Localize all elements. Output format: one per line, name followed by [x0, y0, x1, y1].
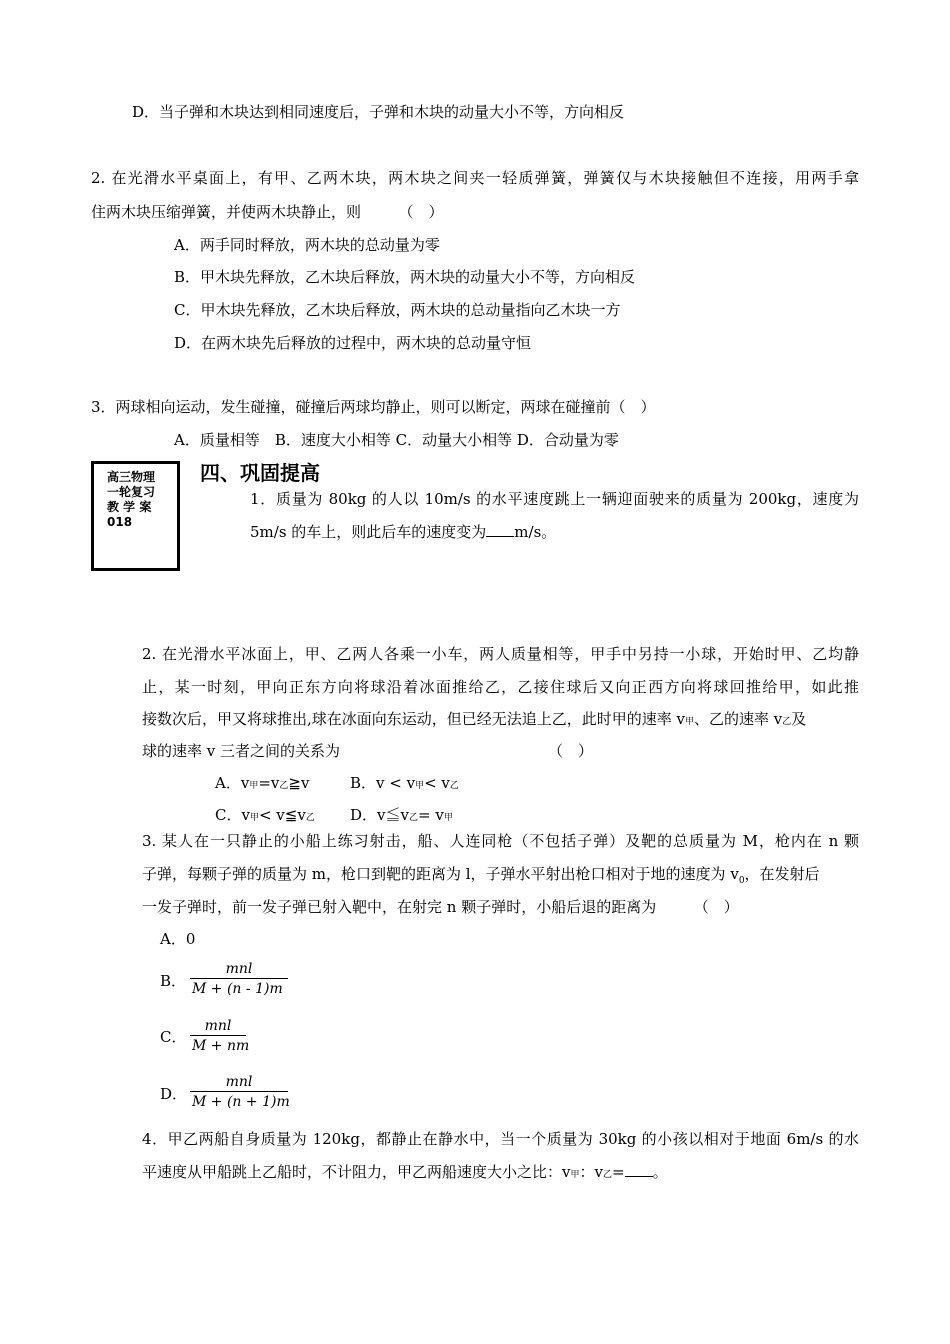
- opt-sub: 乙: [408, 813, 418, 823]
- course-label-line4: 018: [107, 515, 133, 529]
- opt-sub: 乙: [279, 781, 289, 791]
- q2-option-d: D．在两木块先后释放的过程中，两木块的总动量守恒: [174, 334, 532, 352]
- opt-text: B．v < v: [350, 774, 416, 792]
- p4-answer-blank[interactable]: [625, 1162, 653, 1177]
- p1-stem-line1: 1．质量为 80kg 的人以 10m/s 的水平速度跳上一辆迎面驶来的质量为 200kg，速度为: [250, 490, 859, 508]
- opt-sub: 乙: [305, 813, 315, 823]
- p4-text: =: [612, 1163, 625, 1181]
- p3-stem-line3: 一发子弹时，前一发子弹已射入靶中，在射完 n 颗子弹时，小船后退的距离为 （ ）: [142, 898, 739, 916]
- option-d-text: D．当子弹和木块达到相同速度后，子弹和木块的动量大小不等，方向相反: [132, 103, 625, 121]
- opt-text: C．v: [215, 806, 250, 824]
- fraction-denominator: M + nm: [192, 1038, 250, 1054]
- opt-sub: 乙: [449, 781, 459, 791]
- p4-text: ：v: [579, 1163, 603, 1181]
- p2-option-b: [350, 773, 459, 796]
- p3-option-a: A．0: [160, 930, 196, 948]
- p3-stem-line1: 3. 某人在一只静止的小船上练习射击，船、人连同枪（不包括子弹）及靶的总质量为 M，枪内在 n 颗: [142, 832, 859, 850]
- q2-option-b: B．甲木块先释放，乙木块后释放，两木块的动量大小不等，方向相反: [174, 268, 636, 286]
- p3-text: ，在发射后: [744, 865, 820, 883]
- p2-stem-line3: [142, 709, 806, 732]
- p1-text: 5m/s 的车上，则此后车的速度变为: [250, 523, 487, 541]
- p2-option-d: [350, 805, 453, 828]
- opt-text: = v: [418, 806, 444, 824]
- p3-text: 子弹，每颗子弹的质量为 m，枪口到靶的距离为 l，子弹水平射出枪口相对于地的速度为 v: [142, 865, 739, 883]
- p4-text: 平速度从甲船跳上乙船时，不计阻力，甲乙两船速度大小之比：v: [142, 1163, 571, 1181]
- course-label-line1: 高三物理: [107, 470, 156, 484]
- p4-stem-line2: [142, 1162, 668, 1185]
- opt-sub: 甲: [249, 813, 259, 823]
- fraction-denominator: M + (n + 1)m: [192, 1094, 290, 1110]
- opt-sub: 甲: [249, 781, 259, 791]
- q3-stem: 3．两球相向运动，发生碰撞，碰撞后两球均静止，则可以断定，两球在碰撞前（ ）: [91, 398, 656, 416]
- p1-answer-blank[interactable]: [486, 522, 514, 537]
- p3-option-b-fraction: [190, 960, 288, 999]
- q2-option-a: A．两手同时释放，两木块的总动量为零: [174, 236, 440, 254]
- q2-option-c: C．甲木块先释放，乙木块后释放，两木块的总动量指向乙木块一方: [174, 301, 621, 319]
- p2-option-c: [215, 805, 315, 828]
- p3-option-c-label: C．: [160, 1028, 187, 1046]
- q2-stem-line2: 住两木块压缩弹簧，并使两木块静止，则 （ ）: [91, 203, 444, 221]
- p2-text: 、乙的速率 v: [694, 710, 783, 728]
- p2-text: 接数次后，甲又将球推出,球在冰面向东运动，但已经无法追上乙，此时甲的速率 v: [142, 710, 686, 728]
- p3-option-d-label: D．: [160, 1085, 188, 1103]
- p2-subscript: 乙: [782, 717, 792, 727]
- fraction-numerator: mnl: [225, 1074, 253, 1090]
- p2-text: 及: [791, 710, 807, 728]
- opt-text: < v≦v: [258, 806, 306, 824]
- p2-option-a: [215, 773, 309, 796]
- course-label-line3: 教 学 案: [107, 500, 152, 514]
- course-label-line2: 一轮复习: [107, 485, 156, 499]
- q3-options: A．质量相等 B．速度大小相等 C．动量大小相等 D．合动量为零: [174, 431, 619, 449]
- p4-subscript: 乙: [602, 1170, 612, 1180]
- p3-option-d-fraction: [190, 1073, 288, 1112]
- p1-stem-line2: [250, 522, 556, 542]
- p2-stem-line4: 球的速率 v 三者之间的关系为: [142, 742, 341, 760]
- opt-sub: 甲: [415, 781, 425, 791]
- opt-text: D．v≦v: [350, 806, 409, 824]
- q2-stem-line1: 2. 在光滑水平桌面上，有甲、乙两木块，两木块之间夹一轻质弹簧，弹簧仅与木块接触但不连接，用两手拿: [91, 169, 859, 187]
- p1-unit: m/s。: [514, 523, 557, 541]
- opt-text: < v: [424, 774, 450, 792]
- p2-subscript: 甲: [685, 717, 695, 727]
- fraction-numerator: mnl: [204, 1018, 232, 1034]
- p4-text: 。: [652, 1163, 668, 1181]
- p2-answer-paren: （ ）: [548, 742, 594, 760]
- p3-option-b-label: B．: [160, 972, 187, 990]
- section-title: 四、巩固提高: [200, 461, 320, 485]
- p2-stem-line2: 止，某一时刻，甲向正东方向将球沿着冰面推给乙，乙接住球后又向正西方向将球回推给甲，如此推: [142, 678, 859, 696]
- p2-stem-line1: 2. 在光滑水平冰面上，甲、乙两人各乘一小车，两人质量相等，甲手中另持一小球，开始时甲、乙均静: [142, 645, 859, 663]
- opt-text: =v: [258, 774, 280, 792]
- p4-subscript: 甲: [570, 1170, 580, 1180]
- fraction-denominator: M + (n - 1)m: [192, 981, 283, 997]
- course-label-box: [91, 461, 180, 571]
- p3-option-c-fraction: [190, 1017, 250, 1056]
- opt-text: A．v: [215, 774, 250, 792]
- p3-subscript: 0: [738, 876, 745, 886]
- opt-sub: 甲: [443, 813, 453, 823]
- p3-stem-line2: [142, 864, 820, 891]
- opt-text: ≧v: [288, 774, 310, 792]
- p4-stem-line1: 4．甲乙两船自身质量为 120kg，都静止在静水中，当一个质量为 30kg 的小孩以相对于地面 6m/s 的水: [142, 1130, 859, 1148]
- fraction-numerator: mnl: [225, 961, 253, 977]
